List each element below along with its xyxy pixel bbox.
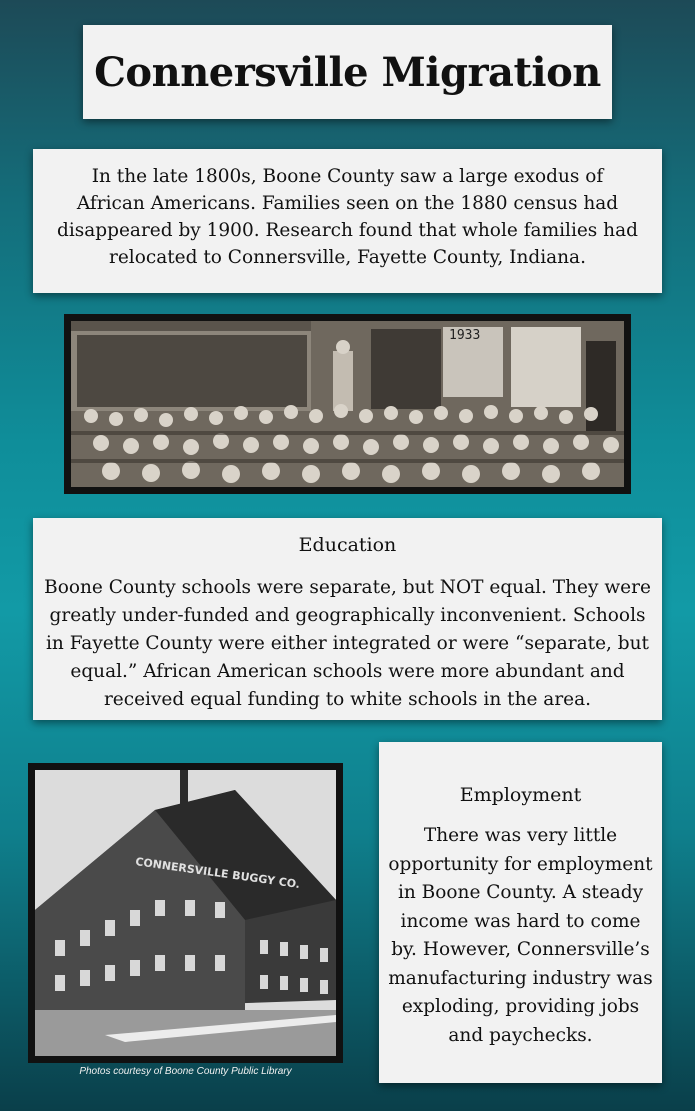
intro-text: In the late 1800s, Boone County saw a large exodus of African Americans. Families seen on the 1880 census had disappeared by 1900. Research found that whole families had relocated to Connersville, Fayette County, Indiana. [57, 166, 638, 268]
education-text: Boone County schools were separate, but NOT equal. They were greatly under-funded and geographically inconvenient. Schools in Fayette County were either integrated or were “separate, but equal.” African American schools were more abundant and received equal funding to white schools in the area. [44, 577, 651, 710]
classroom-year-label: 1933 [449, 328, 481, 343]
intro-panel [33, 149, 662, 293]
employment-panel [379, 742, 662, 1083]
employment-text: There was very little opportunity for employment in Boone County. A steady income was hard to come by. However, Connersville’s manufacturing industry was exploding, providing jobs and paychecks. [388, 825, 653, 1046]
education-panel [33, 518, 662, 720]
title-panel [83, 25, 612, 119]
education-heading: Education [298, 534, 397, 556]
employment-heading: Employment [459, 784, 582, 806]
factory-sign-text: CONNERSVILLE BUGGY CO. [134, 855, 301, 892]
page-title: Connersville Migration [94, 48, 601, 96]
classroom-photo [64, 314, 631, 494]
photo-credit: Photos courtesy of Boone County Public Library [79, 1066, 292, 1077]
factory-building-photo [28, 763, 343, 1063]
